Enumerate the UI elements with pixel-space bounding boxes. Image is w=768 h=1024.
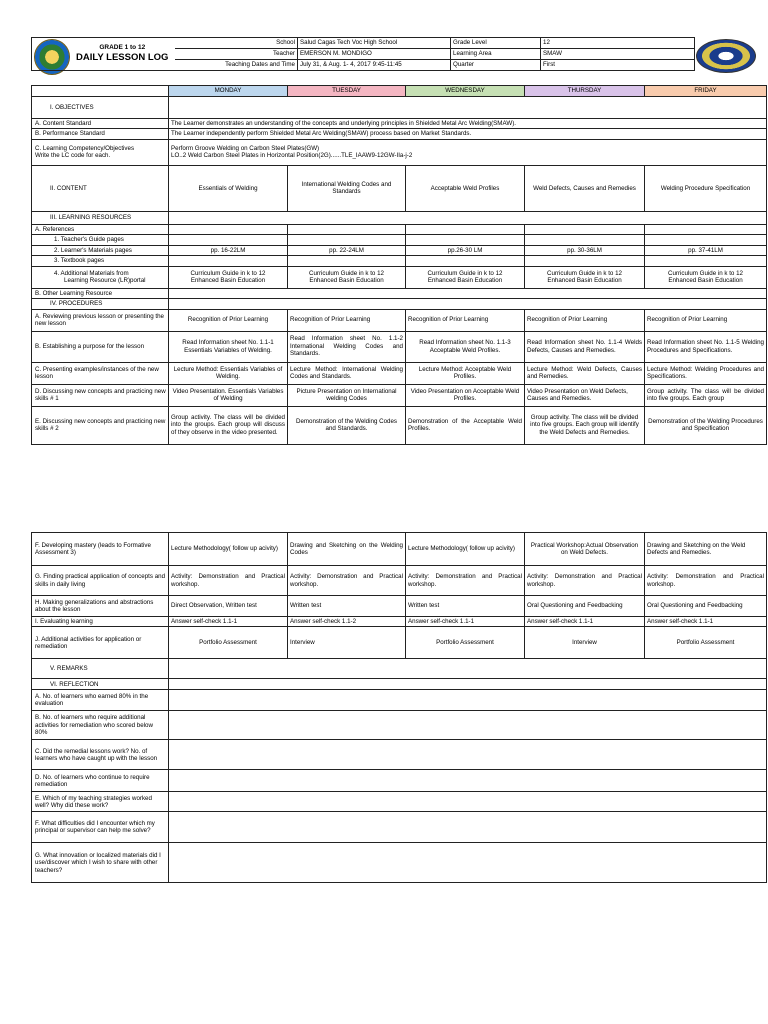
procedure-row-b xyxy=(32,331,767,362)
school-value: Salud Cagas Tech Voc High School xyxy=(298,38,451,49)
resources-blank xyxy=(169,211,767,224)
reflection-answer xyxy=(169,740,767,770)
procedure-cell: Portfolio Assessment xyxy=(645,627,767,659)
grade-range: GRADE 1 to 12 xyxy=(99,44,146,52)
procedure-cell: Read Information sheet No. 1.1-2 International Welding Codes and Standards. xyxy=(288,331,406,362)
procedure-cell: Read Information sheet No. 1.1-3 Acceptable Weld Profiles. xyxy=(406,331,525,362)
procedure-cell: Lecture Method: International Welding Codes and Standards. xyxy=(288,362,406,384)
additional-line-2: Enhanced Basin Education xyxy=(309,277,384,285)
reflection-question: F. What difficulties did I encounter which my principal or supervisor can help me solve? xyxy=(32,812,169,843)
additional-tuesday xyxy=(288,266,406,288)
procedure-cell: Portfolio Assessment xyxy=(406,627,525,659)
procedure-cell: Demonstration of the Welding Procedures and Specification xyxy=(645,406,767,444)
reflection-row xyxy=(32,792,767,812)
day-header-wednesday: WEDNESDAY xyxy=(406,86,525,97)
reflection-answer xyxy=(169,711,767,740)
additional-label-line-2: Learning Resource (LR)portal xyxy=(64,277,146,285)
procedure-cell: Lecture Method: Welding Procedures and Specifications. xyxy=(645,362,767,384)
reflection-label: VI. REFLECTION xyxy=(32,679,169,690)
header-title-cell xyxy=(32,38,175,71)
procedure-cell: Activity: Demonstration and Practical workshop. xyxy=(525,566,645,596)
procedure-row-d xyxy=(32,384,767,406)
procedure-cell: Drawing and Sketching on the Welding Codes xyxy=(288,533,406,566)
procedure-label: A. Reviewing previous lesson or presenting the new lesson xyxy=(32,309,169,331)
procedure-cell: Recognition of Prior Learning xyxy=(645,309,767,331)
procedure-row-g xyxy=(32,566,767,596)
procedures-heading: IV. PROCEDURES xyxy=(32,299,169,309)
remarks-value xyxy=(169,659,767,679)
learning-area-label: Learning Area xyxy=(451,49,541,60)
reflection-answer xyxy=(169,812,767,843)
blank-cell xyxy=(406,224,525,234)
performance-standard-value: The Learner independently perform Shielded Metal Arc Welding(SMAW) process based on Market Standards. xyxy=(169,129,767,139)
reflection-row xyxy=(32,740,767,770)
blank-cell xyxy=(288,235,406,245)
procedure-cell: Group activity. The class will be divided into the groups. Each group will discuss of they observe in the video presented. xyxy=(169,406,288,444)
other-resource-label: B. Other Learning Resource xyxy=(32,288,169,298)
additional-line-1: Curriculum Guide in k to 12 xyxy=(190,269,266,277)
learners-materials-label: 2. Learner's Materials pages xyxy=(32,245,169,255)
additional-line-1: Curriculum Guide in k to 12 xyxy=(427,269,503,277)
day-header-thursday: THURSDAY xyxy=(525,86,645,97)
additional-friday xyxy=(645,266,767,288)
procedure-cell: Lecture Method: Acceptable Weld Profiles. xyxy=(406,362,525,384)
additional-wednesday xyxy=(406,266,525,288)
procedure-cell: Interview xyxy=(525,627,645,659)
grade-level-value: 12 xyxy=(541,38,695,49)
reflection-answer xyxy=(169,690,767,711)
procedure-cell: Activity: Demonstration and Practical workshop. xyxy=(169,566,288,596)
reflection-answer xyxy=(169,843,767,883)
objectives-heading: I. OBJECTIVES xyxy=(32,97,169,119)
procedure-cell: Video Presentation. Essentials Variables of Welding xyxy=(169,384,288,406)
procedure-cell: Recognition of Prior Learning xyxy=(406,309,525,331)
lesson-log-table-2 xyxy=(31,532,767,883)
procedure-cell: Oral Questioning and Feedbacking xyxy=(645,596,767,617)
textbook-label: 3. Textbook pages xyxy=(32,256,169,266)
reflection-row xyxy=(32,843,767,883)
reflection-row xyxy=(32,711,767,740)
procedure-cell: Demonstration of the Welding Codes and Standards. xyxy=(288,406,406,444)
procedure-row-e xyxy=(32,406,767,444)
procedure-row-j xyxy=(32,627,767,659)
procedure-cell: Recognition of Prior Learning xyxy=(525,309,645,331)
remarks-label: V. REMARKS xyxy=(32,659,169,679)
learners-thursday: pp. 30-36LM xyxy=(525,245,645,255)
procedure-row-a xyxy=(32,309,767,331)
procedure-row-c xyxy=(32,362,767,384)
day-header-tuesday: TUESDAY xyxy=(288,86,406,97)
content-wednesday: Acceptable Weld Profiles xyxy=(406,165,525,211)
references-label: A. References xyxy=(32,224,169,234)
procedure-cell: Lecture Methodology( follow up acivity) xyxy=(406,533,525,566)
procedure-cell: Answer self-check 1.1-1 xyxy=(645,617,767,627)
reflection-value xyxy=(169,679,767,690)
competency-label-line-1: C. Learning Competency/Objectives xyxy=(35,144,135,152)
reflection-row xyxy=(32,770,767,792)
reflection-answer xyxy=(169,792,767,812)
additional-line-2: Enhanced Basin Education xyxy=(427,277,503,285)
blank-cell xyxy=(525,235,645,245)
procedure-cell: Direct Observation, Written test xyxy=(169,596,288,617)
blank-cell xyxy=(288,224,406,234)
blank-cell xyxy=(169,224,288,234)
reflection-question: E. Which of my teaching strategies worked well? Why did these work? xyxy=(32,792,169,812)
blank-cell xyxy=(525,256,645,266)
reflection-row xyxy=(32,690,767,711)
additional-monday xyxy=(169,266,288,288)
content-thursday: Weld Defects, Causes and Remedies xyxy=(525,165,645,211)
procedure-cell: Video Presentation on Acceptable Weld Profiles. xyxy=(406,384,525,406)
content-standard-label: A. Content Standard xyxy=(32,119,169,129)
competency-value-line-1: Perform Groove Welding on Carbon Steel Plates(GW) xyxy=(171,144,320,152)
procedure-label: F. Developing mastery (leads to Formative Assessment 3) xyxy=(32,533,169,566)
blank-cell xyxy=(169,235,288,245)
content-monday: Essentials of Welding xyxy=(169,165,288,211)
procedure-cell: Read Information sheet No. 1.1-1 Essentials Variables of Welding. xyxy=(169,331,288,362)
procedure-cell: Activity: Demonstration and Practical workshop. xyxy=(406,566,525,596)
additional-line-2: Enhanced Basin Education xyxy=(190,277,266,285)
procedure-cell: Portfolio Assessment xyxy=(169,627,288,659)
learners-tuesday: pp. 22-24LM xyxy=(288,245,406,255)
quarter-label: Quarter xyxy=(451,60,541,71)
procedure-cell: Answer self-check 1.1-2 xyxy=(288,617,406,627)
procedure-cell: Answer self-check 1.1-1 xyxy=(169,617,288,627)
competency-value xyxy=(169,139,767,165)
competency-label xyxy=(32,139,169,165)
additional-thursday xyxy=(525,266,645,288)
school-label: School xyxy=(175,38,298,49)
procedure-cell: Recognition of Prior Learning xyxy=(288,309,406,331)
additional-line-2: Enhanced Basin Education xyxy=(547,277,622,285)
procedure-label: C. Presenting examples/instances of the new lesson xyxy=(32,362,169,384)
reflection-question: G. What innovation or localized materials did I use/discover which I wish to share with other teachers? xyxy=(32,843,169,883)
content-standard-value: The Learner demonstrates an understanding of the concepts and underlying principles in Shielded Metal Arc Welding(SMAW). xyxy=(169,119,767,129)
additional-line-1: Curriculum Guide in k to 12 xyxy=(309,269,384,277)
procedure-cell: Lecture Method: Weld Defects, Causes and Remedies. xyxy=(525,362,645,384)
performance-standard-label: B. Performance Standard xyxy=(32,129,169,139)
procedure-cell: Activity: Demonstration and Practical workshop. xyxy=(288,566,406,596)
procedure-label: D. Discussing new concepts and practicing new skills # 1 xyxy=(32,384,169,406)
procedure-cell: Group activity. The class will be divided into five groups. Each group xyxy=(645,384,767,406)
day-header-friday: FRIDAY xyxy=(645,86,767,97)
learners-monday: pp. 16-22LM xyxy=(169,245,288,255)
content-label: II. CONTENT xyxy=(32,165,169,211)
procedure-cell: Lecture Method: Essentials Variables of Welding. xyxy=(169,362,288,384)
procedure-row-f xyxy=(32,533,767,566)
procedure-cell: Oral Questioning and Feedbacking xyxy=(525,596,645,617)
reflection-answer xyxy=(169,770,767,792)
dates-value: July 31, & Aug. 1- 4, 2017 9:45-11:45 xyxy=(298,60,451,71)
procedure-label: J. Additional activities for application or remediation xyxy=(32,627,169,659)
procedure-cell: Answer self-check 1.1-1 xyxy=(525,617,645,627)
objectives-blank xyxy=(169,97,767,119)
dates-label: Teaching Dates and Time xyxy=(175,60,298,71)
reflection-row xyxy=(32,812,767,843)
procedure-cell: Video Presentation on Weld Defects, Causes and Remedies. xyxy=(525,384,645,406)
procedure-cell: Group activity. The class will be divided into five groups. Each group will identify the Weld Defects and Remedies. xyxy=(525,406,645,444)
quarter-value: First xyxy=(541,60,695,71)
procedure-label: I. Evaluating learning xyxy=(32,617,169,627)
corner-cell xyxy=(32,86,169,97)
procedure-cell: Answer self-check 1.1-1 xyxy=(406,617,525,627)
additional-line-1: Curriculum Guide in k to 12 xyxy=(668,269,743,277)
procedure-cell: Lecture Methodology( follow up acivity) xyxy=(169,533,288,566)
content-tuesday: International Welding Codes and Standards xyxy=(288,165,406,211)
teacher-value: EMERSON M. MONDIGO xyxy=(298,49,451,60)
procedure-cell: Written test xyxy=(288,596,406,617)
lesson-log-table-1 xyxy=(31,85,767,445)
teachers-guide-label: 1. Teacher's Guide pages xyxy=(32,235,169,245)
learning-area-value: SMAW xyxy=(541,49,695,60)
school-seal-logo xyxy=(696,39,756,73)
reflection-question: C. Did the remedial lessons work? No. of learners who have caught up with the lesson xyxy=(32,740,169,770)
procedure-cell: Written test xyxy=(406,596,525,617)
blank-cell xyxy=(288,256,406,266)
procedure-label: G. Finding practical application of concepts and skills in daily living xyxy=(32,566,169,596)
procedure-cell: Demonstration of the Acceptable Weld Profiles. xyxy=(406,406,525,444)
additional-line-2: Enhanced Basin Education xyxy=(668,277,743,285)
procedure-cell: Practical Workshop:Actual Observation on Weld Defects. xyxy=(525,533,645,566)
day-header-monday: MONDAY xyxy=(169,86,288,97)
reflection-question: A. No. of learners who earned 80% in the evaluation xyxy=(32,690,169,711)
additional-materials-label xyxy=(32,266,169,288)
procedure-label: E. Discussing new concepts and practicing new skills # 2 xyxy=(32,406,169,444)
page-title: DAILY LESSON LOG xyxy=(76,52,169,64)
blank-cell xyxy=(645,224,767,234)
blank-cell xyxy=(169,256,288,266)
procedure-cell: Recognition of Prior Learning xyxy=(169,309,288,331)
blank-cell xyxy=(645,235,767,245)
other-resource-blank xyxy=(169,288,767,298)
additional-label-line-1: 4. Additional Materials from xyxy=(54,269,129,277)
procedure-cell: Read Information sheet No. 1.1-4 Welds Defects, Causes and Remedies. xyxy=(525,331,645,362)
resources-heading: III. LEARNING RESOURCES xyxy=(32,211,169,224)
procedure-cell: Interview xyxy=(288,627,406,659)
blank-cell xyxy=(525,224,645,234)
content-friday: Welding Procedure Specification xyxy=(645,165,767,211)
competency-value-line-2: LO..2 Weld Carbon Steel Plates in Horizontal Position(2G)......TLE_IAAW9-12GW-IIa-j-2 xyxy=(171,152,413,160)
header-table xyxy=(31,37,695,71)
reflection-question: B. No. of learners who require additional activities for remediation who scored below 80% xyxy=(32,711,169,740)
grade-level-label: Grade Level xyxy=(451,38,541,49)
teacher-label: Teacher xyxy=(175,49,298,60)
learners-wednesday: pp.26-30 LM xyxy=(406,245,525,255)
blank-cell xyxy=(406,235,525,245)
blank-cell xyxy=(406,256,525,266)
procedure-row-i xyxy=(32,617,767,627)
additional-line-1: Curriculum Guide in k to 12 xyxy=(547,269,622,277)
competency-label-line-2: Write the LC code for each. xyxy=(35,152,111,160)
procedure-cell: Picture Presentation on International welding Codes xyxy=(288,384,406,406)
procedure-cell: Drawing and Sketching on the Weld Defects and Remedies. xyxy=(645,533,767,566)
blank-cell xyxy=(645,256,767,266)
reflection-question: D. No. of learners who continue to require remediation xyxy=(32,770,169,792)
procedure-cell: Read Information sheet No. 1.1-5 Welding Procedures and Specifications. xyxy=(645,331,767,362)
procedure-row-h xyxy=(32,596,767,617)
procedure-label: B. Establishing a purpose for the lesson xyxy=(32,331,169,362)
learners-friday: pp. 37-41LM xyxy=(645,245,767,255)
procedures-blank xyxy=(169,299,767,309)
procedure-label: H. Making generalizations and abstractions about the lesson xyxy=(32,596,169,617)
procedure-cell: Activity: Demonstration and Practical workshop. xyxy=(645,566,767,596)
